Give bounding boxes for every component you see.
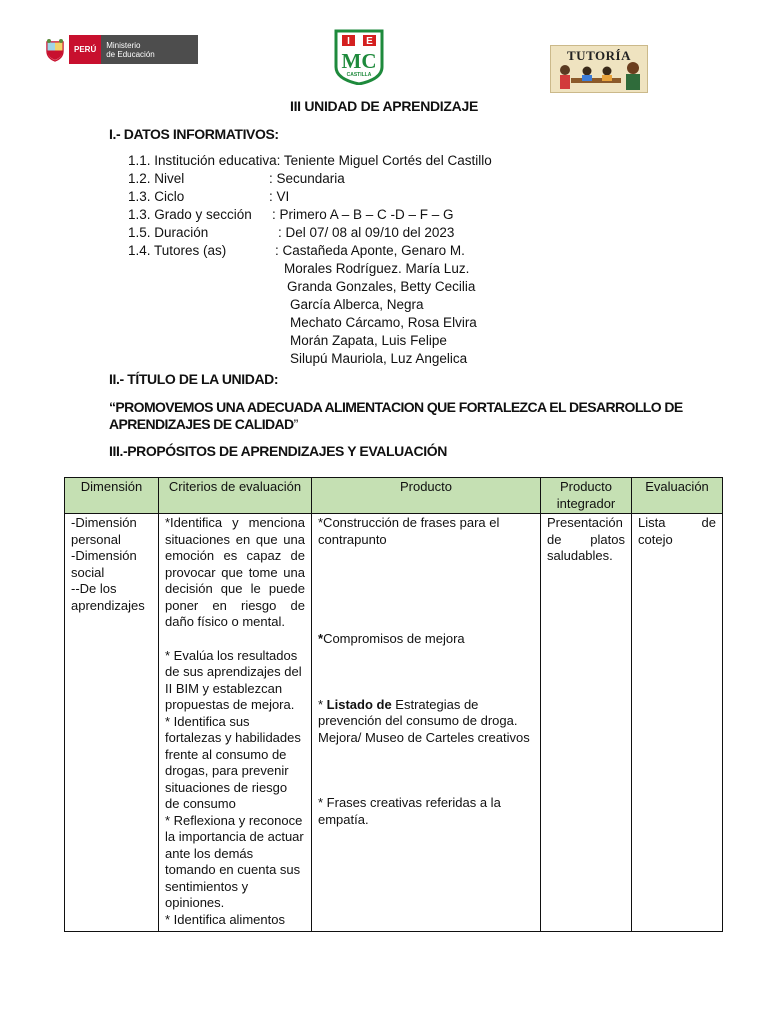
- info-nivel-value: : Secundaria: [269, 171, 345, 186]
- info-tutores-label: 1.4. Tutores (as): [128, 243, 227, 258]
- header-criterios: Criterios de evaluación: [159, 478, 312, 514]
- svg-text:MC: MC: [341, 49, 377, 73]
- header-producto: Producto: [312, 478, 541, 514]
- info-ciclo-label: 1.3. Ciclo: [128, 189, 185, 204]
- tutoria-logo: [550, 45, 648, 93]
- school-logo: [334, 29, 384, 85]
- table-row: [65, 514, 723, 932]
- cell-producto-integrador: Presentación de platos saludables.: [541, 514, 632, 932]
- info-duracion-value: : Del 07/ 08 al 09/10 del 2023: [278, 225, 455, 240]
- svg-text:I: I: [347, 36, 350, 47]
- svg-text:CASTILLA: CASTILLA: [346, 72, 372, 78]
- header-producto-integrador: Producto integrador: [541, 478, 632, 514]
- info-grado-value: : Primero A – B – C -D – F – G: [272, 207, 454, 222]
- tutor-name: Mechato Cárcamo, Rosa Elvira: [290, 315, 477, 330]
- criterio-item: * Evalúa los resultados de sus aprendizajes del II BIM y establezcan propuestas de mejora.: [165, 647, 302, 712]
- cell-criterios: [159, 514, 312, 932]
- section1-heading: I.- DATOS INFORMATIVOS:: [109, 126, 279, 142]
- criterio-item: * Identifica sus fortalezas y habilidades frente al consumo de drogas, para prevenir situaciones de riesgo de consumo: [165, 713, 301, 811]
- table-header-row: [65, 478, 723, 514]
- producto-item: * Frases creativas referidas a la empatía.: [318, 795, 501, 827]
- tutoria-illustration: [551, 46, 647, 92]
- section2-heading: II.- TÍTULO DE LA UNIDAD:: [109, 371, 279, 387]
- info-tutores-value: : Castañeda Aponte, Genaro M.: [275, 243, 465, 258]
- tutoria-label: TUTORÍA: [567, 48, 631, 63]
- svg-text:E: E: [366, 36, 373, 47]
- criterio-item: * Reflexiona y reconoce la importancia de actuar ante los demás tomando en cuenta sus sentimientos y opiniones.: [165, 812, 304, 910]
- document-title: III UNIDAD DE APRENDIZAJE: [289, 98, 478, 114]
- minedu-logo: [44, 35, 198, 64]
- producto-item: *Construcción de frases para el contrapunto: [318, 515, 500, 547]
- tutor-name: Silupú Mauriola, Luz Angelica: [290, 351, 468, 366]
- criterio-item: * Identifica alimentos: [165, 911, 285, 927]
- cell-evaluacion: Lista de cotejo: [632, 514, 723, 932]
- info-grado-label: 1.3. Grado y sección: [128, 207, 252, 222]
- info-institucion: 1.1. Institución educativa: Teniente Miguel Cortés del Castillo: [128, 153, 492, 168]
- info-nivel-label: 1.2. Nivel: [128, 171, 185, 186]
- tutor-name: Morales Rodríguez. María Luz.: [284, 261, 470, 276]
- peru-label: PERÚ: [69, 35, 101, 64]
- info-duracion-label: 1.5. Duración: [128, 225, 209, 240]
- unit-title: “PROMOVEMOS UNA ADECUADA ALIMENTACION QUE FORTALEZCA EL DESARROLLO DE APRENDIZAJES DE CALIDAD”: [109, 399, 683, 432]
- cell-producto: [312, 514, 541, 932]
- purposes-table: [64, 477, 723, 932]
- tutor-name: García Alberca, Negra: [290, 297, 424, 312]
- producto-item: *Compromisos de mejora: [318, 631, 465, 646]
- cell-dimension: -Dimensión personal -Dimensión social --De los aprendizajes: [65, 514, 159, 932]
- ministry-label: Ministerio de Educación: [101, 35, 198, 64]
- info-ciclo-value: : VI: [269, 189, 290, 204]
- criterio-item: *Identifica y menciona situaciones en que una emoción es capaz de provocar que tome una decisión que le puede poner en riesgo de daño físico o mental.: [165, 515, 305, 629]
- tutor-name: Granda Gonzales, Betty Cecilia: [287, 279, 476, 294]
- header-evaluacion: Evaluación: [632, 478, 723, 514]
- peru-shield-icon: [44, 38, 66, 62]
- producto-item: * Listado de Estrategias de prevención del consumo de droga. Mejora/ Museo de Carteles creativos: [318, 696, 530, 745]
- section3-heading: III.-PROPÓSITOS DE APRENDIZAJES Y EVALUACIÓN: [109, 443, 447, 459]
- tutor-name: Morán Zapata, Luis Felipe: [290, 333, 447, 348]
- header-dimension: Dimensión: [65, 478, 159, 514]
